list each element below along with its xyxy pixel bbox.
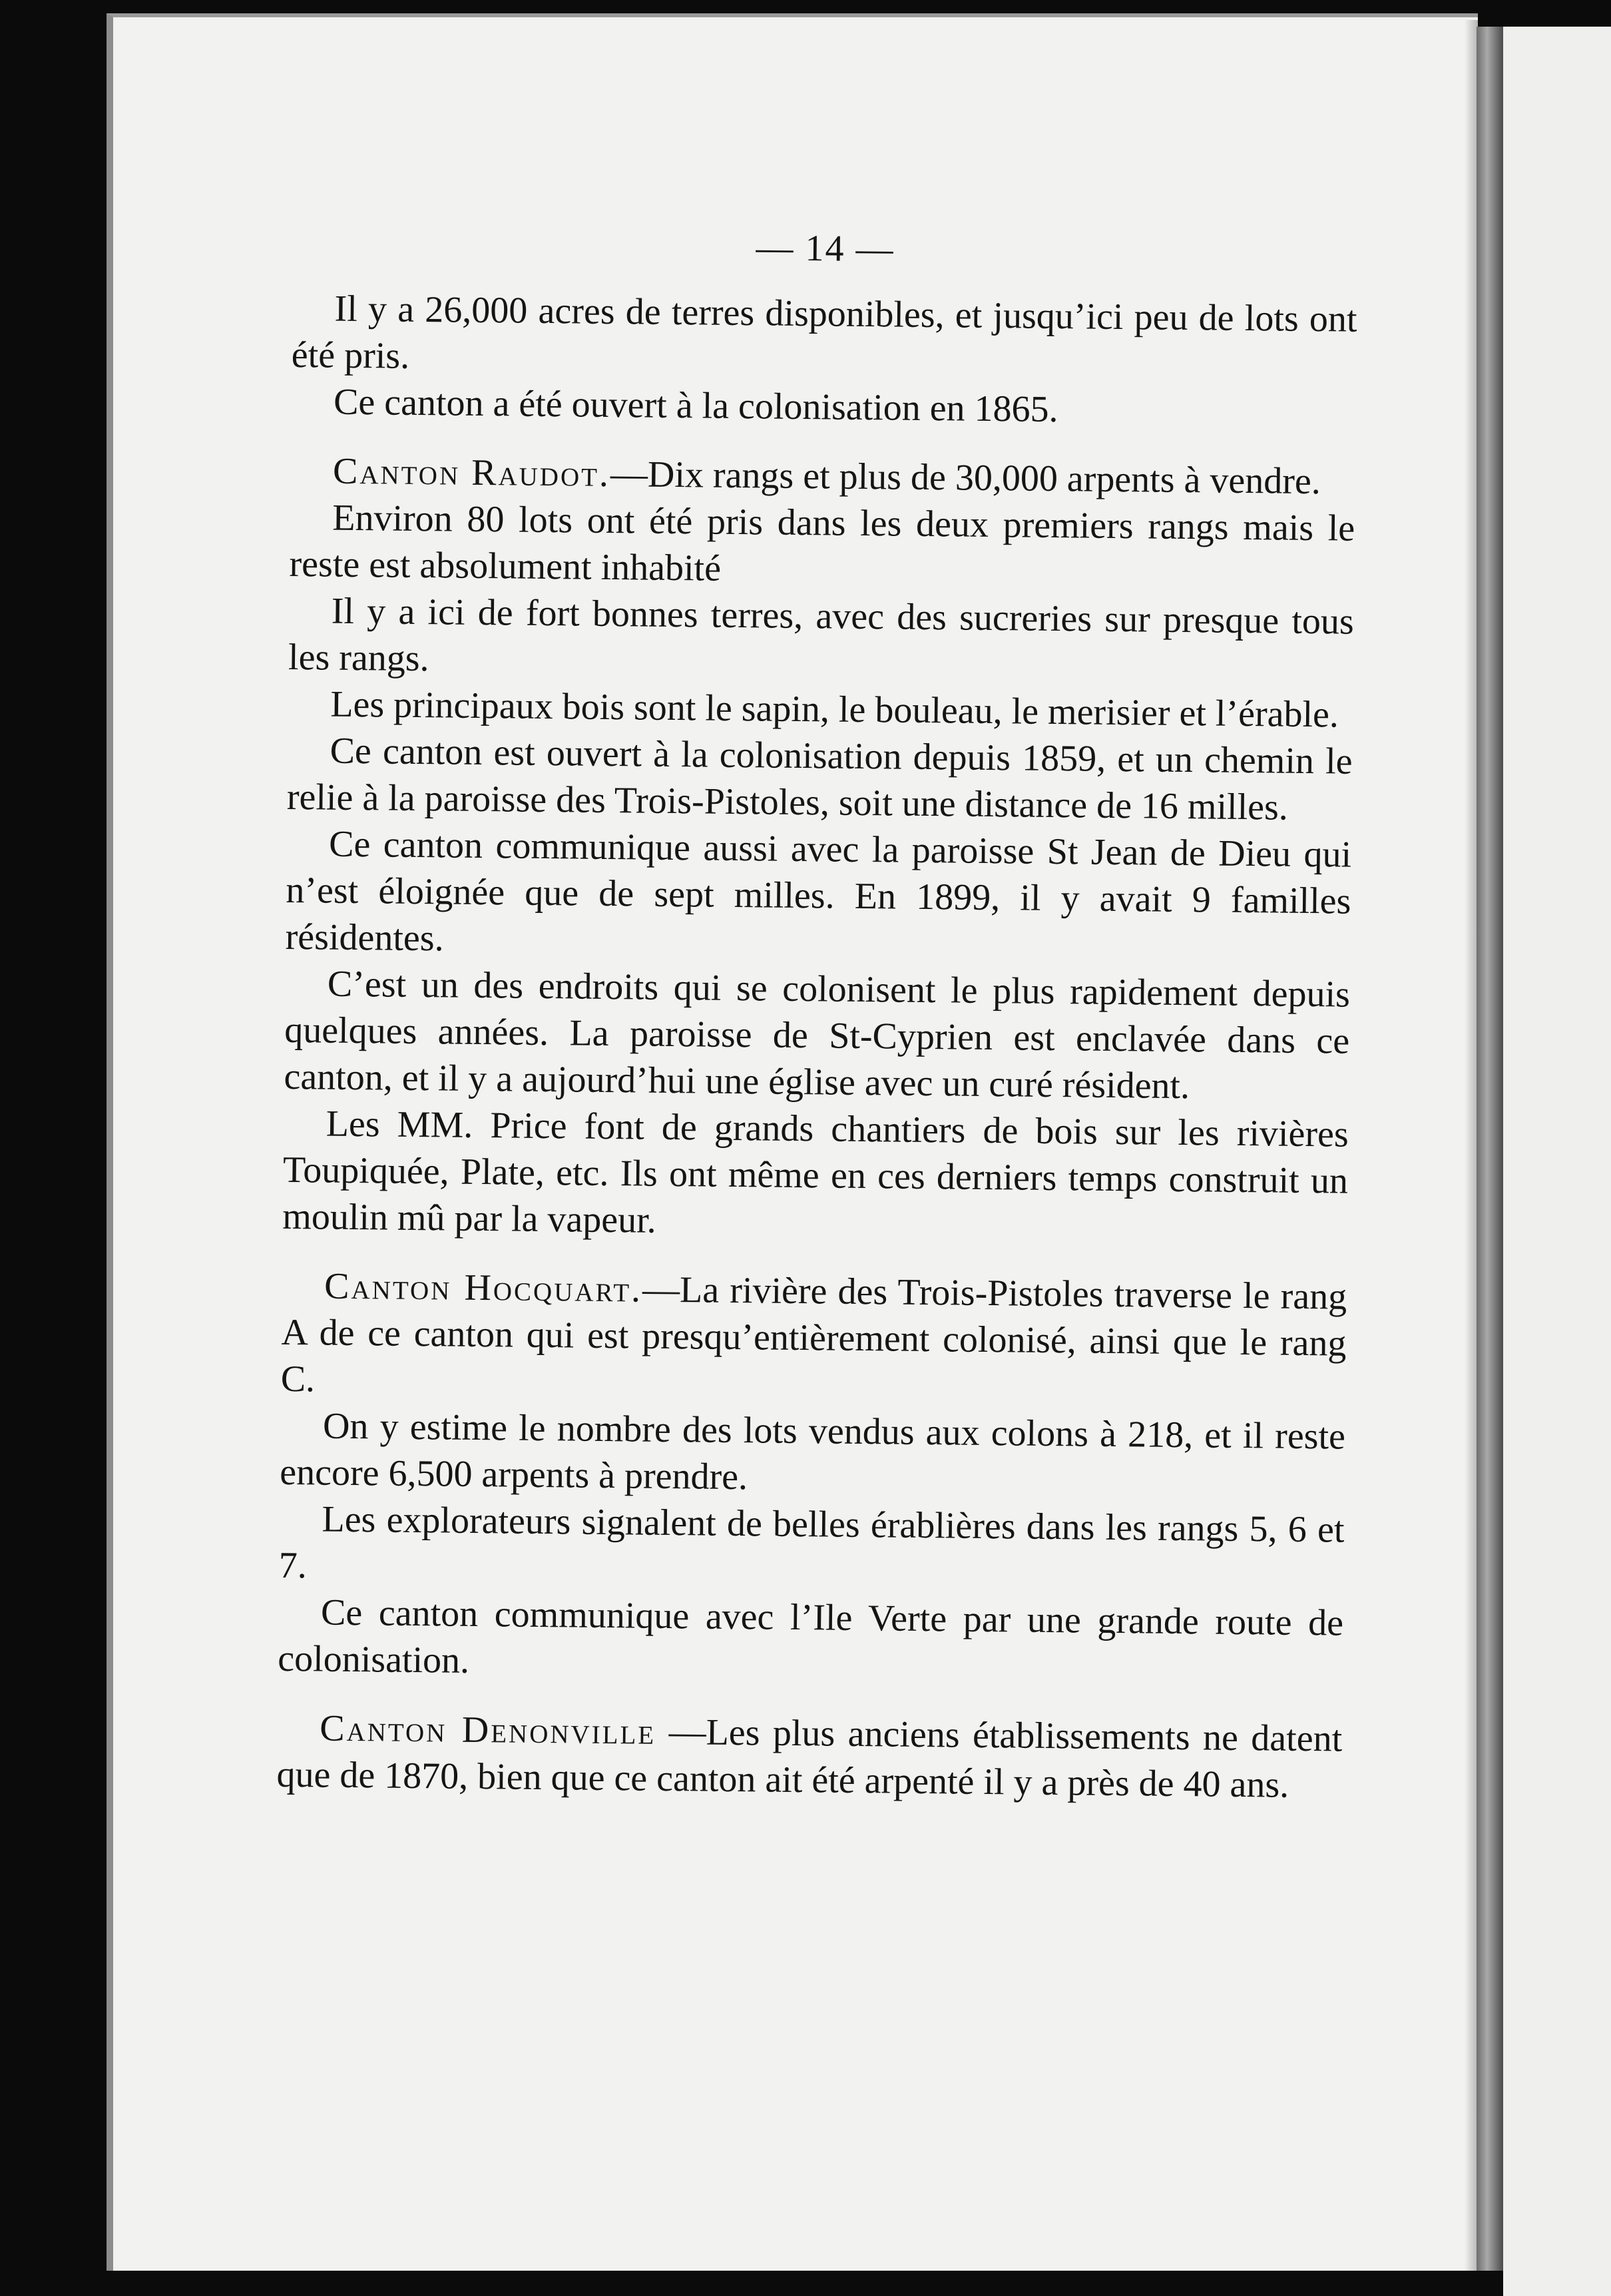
section-paragraph-denonville: Canton Denonville —Les plus anciens établissements ne datent que de 1870, bien que ce canton ait été arpenté il y a près de 40 ans. (276, 1707, 1343, 1806)
next-page-edge (1503, 27, 1611, 2296)
paragraph: Les explorateurs signalent de belles érablières dans les rangs 5, 6 et 7. (278, 1498, 1345, 1587)
page-text (276, 220, 1358, 1809)
paragraph: C’est un des endroits qui se colonisent le plus rapidement depuis quelques années. La paroisse de St-Cyprien est enclavée dans ce canton, et il y a aujourd’hui une église avec un curé résident. (284, 963, 1351, 1107)
section-heading-denonville: Canton Denonville (319, 1707, 656, 1753)
page-edge-shadow (1465, 20, 1478, 2271)
paragraph: Les principaux bois sont le sapin, le bouleau, le merisier et l’érable. (330, 683, 1339, 736)
paragraph: Ce canton a été ouvert à la colonisation en 1865. (333, 381, 1058, 431)
section-heading-hocquart: Canton Hocquart. (324, 1265, 643, 1310)
paragraph: Ce canton communique avec l’Ile Verte par une grande route de colonisation. (278, 1591, 1344, 1681)
paragraph: Ce canton est ouvert à la colonisation depuis 1859, et un chemin le relie à la paroisse des Trois-Pistoles, soit une distance de 16 milles. (286, 730, 1353, 828)
book-spine-edge (1477, 27, 1503, 2271)
paragraph: Ce canton communique aussi avec la paroisse St Jean de Dieu qui n’est éloignée que de sept milles. En 1899, il y avait 9 familles résidentes. (285, 823, 1352, 960)
paragraph: Il y a 26,000 acres de terres disponibles, et jusqu’ici peu de lots ont été pris. (291, 288, 1357, 377)
paragraph: On y estime le nombre des lots vendus aux colons à 218, et il reste encore 6,500 arpents à prendre. (279, 1405, 1346, 1498)
section-paragraph-raudot: Canton Raudot.—Dix rangs et plus de 30,000 arpents à vendre. (332, 450, 1321, 503)
section-heading-raudot: Canton Raudot. (332, 450, 611, 495)
section-paragraph-hocquart: Canton Hocquart.—La rivière des Trois-Pistoles traverse le rang A de ce canton qui est presqu’entièrement colonisé, ainsi que le rang C. (280, 1265, 1347, 1400)
paragraph: Les MM. Price font de grands chantiers de bois sur les rivières Toupiquée, Plate, etc. Ils ont même en ces derniers temps construit un moulin mû par la vapeur. (282, 1103, 1349, 1241)
page-number: — 14 — (756, 227, 895, 270)
paragraph: Il y a ici de fort bonnes terres, avec des sucreries sur presque tous les rangs. (288, 590, 1355, 680)
paragraph: Environ 80 lots ont été pris dans les deux premiers rangs mais le reste est absolument inhabité (289, 497, 1355, 589)
